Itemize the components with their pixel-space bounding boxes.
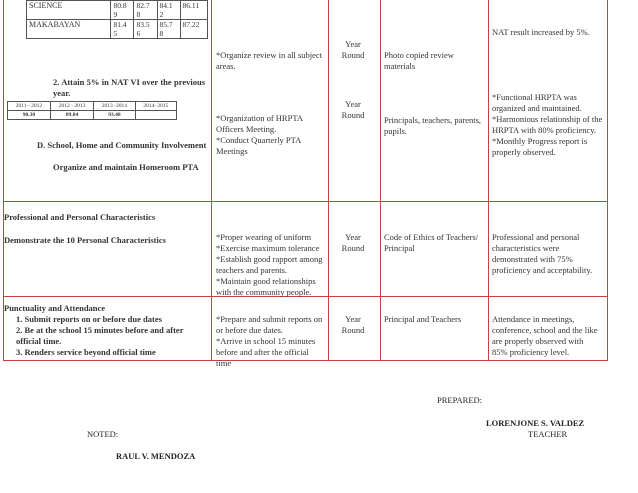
list-item: 1. Submit reports on or before due dates <box>16 314 162 324</box>
target-item-d: D. School, Home and Community Involvement <box>37 140 207 150</box>
table-row <box>8 111 177 120</box>
year-value: 89.84 <box>50 111 93 120</box>
table-row <box>8 102 177 111</box>
subject-cell: SCIENCE <box>27 1 111 20</box>
table-row <box>27 20 208 39</box>
year-header: 2011 - 2012 <box>8 102 51 111</box>
section-title: Punctuality and Attendance <box>4 303 106 313</box>
time-frame: Year Round <box>341 99 365 120</box>
score-cell: 84.1 2 <box>157 1 180 20</box>
resources-text: Principal and Teachers <box>384 314 462 324</box>
section-title: Professional and Personal Characteristics <box>4 212 156 222</box>
resources-text: Code of Ethics of Teachers/ Principal <box>384 232 479 253</box>
score-cell: 83.5 6 <box>134 20 157 39</box>
year-header: 2012 - 2013 <box>50 102 93 111</box>
strategy-text: *Organization of HRPTA Officers Meeting. *Conduct Quarterly PTA Meetings <box>216 113 303 156</box>
target-item-d-sub: Organize and maintain Homeroom PTA <box>53 162 199 172</box>
column-divider <box>488 0 489 361</box>
year-header: 2013 -2014 <box>94 102 135 111</box>
strategy-text: *Proper wearing of uniform *Exercise maximum tolerance *Establish good rapport among teachers and parents. *Maintain good relationships with the community people. <box>216 232 323 297</box>
section-subtitle: Demonstrate the 10 Personal Characteristics <box>4 235 166 245</box>
outcome-text: *Functional HRPTA was organized and maintained. *Harmonious relationship of the HRPTA with 80% proficiency. *Monthly Progress report is properly observed. <box>492 92 603 157</box>
outcome-text: NAT result increased by 5%. <box>492 27 590 37</box>
subject-cell: MAKABAYAN <box>27 20 111 39</box>
outcome-text: Professional and personal characteristics were demonstrated with 75% proficiency and acceptability. <box>492 232 593 275</box>
outcome-text: Attendance in meetings, conference, school and the like are properly observed with 85% proficiency level. <box>492 314 598 357</box>
table-border <box>607 0 608 361</box>
year-header: 2014- 2015 <box>135 102 176 111</box>
nat-years-table <box>7 101 177 120</box>
year-value: 93.48 <box>94 111 135 120</box>
time-frame: Year Round <box>341 232 365 253</box>
time-frame: Year Round <box>341 39 365 60</box>
year-value <box>135 111 176 120</box>
resources-text: Principals, teachers, parents, pupils. <box>384 115 482 136</box>
score-cell: 86.11 <box>180 1 207 20</box>
target-item-2: 2. Attain 5% in NAT VI over the previous year. <box>53 77 205 98</box>
score-cell: 85.7 8 <box>157 20 180 39</box>
preparer-title: TEACHER <box>528 429 568 439</box>
list-item: 2. Be at the school 15 minutes before and after official time. <box>16 325 184 346</box>
resources-text: Photo copied review materials <box>384 50 454 71</box>
preparer-name: LORENJONE S. VALDEZ <box>486 418 585 428</box>
score-cell: 87.22 <box>180 20 207 39</box>
year-value: 90.30 <box>8 111 51 120</box>
list-item: 3. Renders service beyond official time <box>16 347 156 357</box>
column-divider <box>328 0 329 361</box>
time-frame: Year Round <box>341 314 365 335</box>
prepared-label: PREPARED: <box>437 395 483 405</box>
column-divider <box>211 0 212 361</box>
strategy-text: *Prepare and submit reports on or before due dates. *Arrive in school 15 minutes before and after the official time <box>216 314 323 368</box>
nat-scores-table <box>26 0 208 39</box>
noter-name: RAUL V. MENDOZA <box>116 451 196 461</box>
score-cell: 80.8 9 <box>111 1 134 20</box>
score-cell: 82.7 8 <box>134 1 157 20</box>
table-row <box>27 1 208 20</box>
score-cell: 81.4 5 <box>111 20 134 39</box>
row-divider <box>3 201 608 202</box>
noted-label: NOTED: <box>87 429 119 439</box>
column-divider <box>380 0 381 361</box>
strategy-text: *Organize review in all subject areas. <box>216 50 323 71</box>
